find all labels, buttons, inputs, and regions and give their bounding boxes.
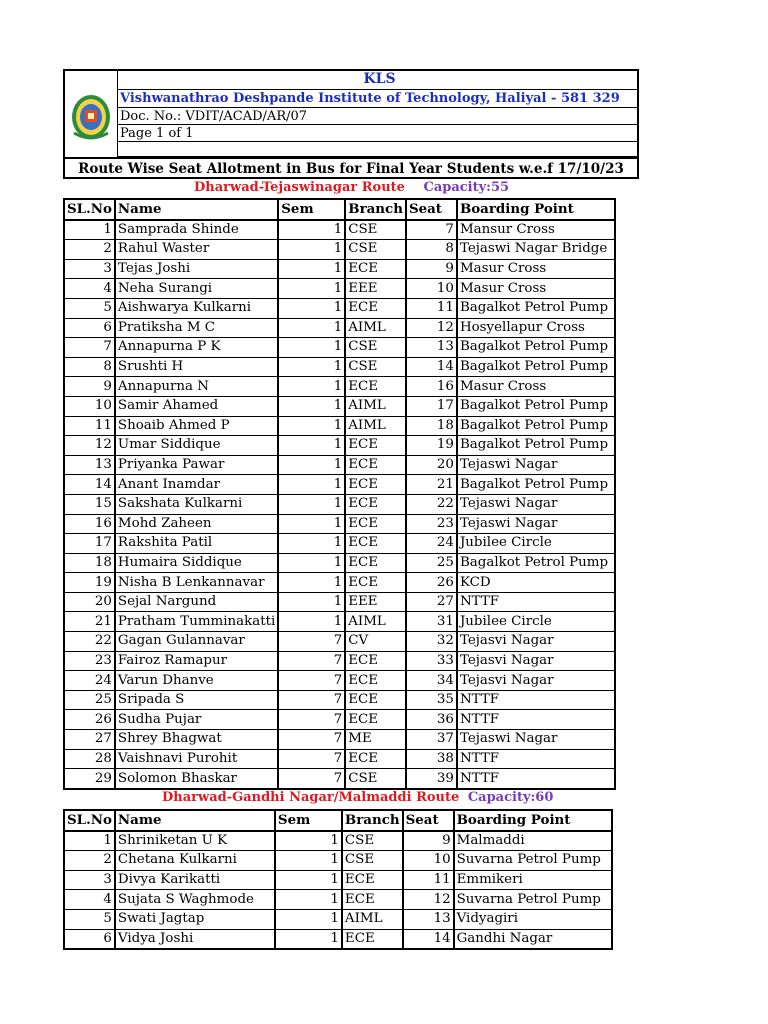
table-row	[64, 357, 615, 377]
branch-cell: AIML	[345, 612, 406, 632]
table-header-row	[64, 199, 615, 220]
table-row	[64, 870, 612, 890]
sem-cell: 7	[278, 730, 345, 750]
seat-cell: 8	[406, 240, 457, 260]
table-row	[64, 890, 612, 910]
seat-cell: 25	[406, 553, 457, 573]
branch-cell: CSE	[345, 769, 406, 789]
sl-no-cell: 8	[64, 357, 115, 377]
table-row	[64, 494, 615, 514]
col-seat: Seat	[403, 810, 454, 831]
sl-no-cell: 17	[64, 534, 115, 554]
route-name: Dharwad-Gandhi Nagar/Malmaddi Route	[162, 790, 460, 805]
branch-cell: ECE	[345, 690, 406, 710]
name-cell: Pratham Tumminakatti	[115, 612, 278, 632]
route-capacity: Capacity:60	[467, 790, 554, 805]
branch-cell: AIML	[345, 318, 406, 338]
sem-cell: 1	[275, 831, 342, 851]
sl-no-cell: 6	[64, 929, 115, 949]
branch-cell: ECE	[345, 259, 406, 279]
boarding-point-cell: NTTF	[457, 592, 615, 612]
name-cell: Vaishnavi Purohit	[115, 749, 278, 769]
sem-cell: 1	[278, 592, 345, 612]
branch-cell: ECE	[345, 553, 406, 573]
name-cell: Shrey Bhagwat	[115, 730, 278, 750]
logo-cell	[65, 71, 118, 157]
col-slno: SL.No	[64, 810, 115, 831]
boarding-point-cell: Masur Cross	[457, 377, 615, 397]
table-row	[64, 475, 615, 495]
seat-cell: 21	[406, 475, 457, 495]
col-slno: SL.No	[64, 199, 115, 220]
boarding-point-cell: Masur Cross	[457, 259, 615, 279]
branch-cell: CSE	[345, 240, 406, 260]
name-cell: Pratiksha M C	[115, 318, 278, 338]
table-row	[64, 514, 615, 534]
seat-cell: 38	[406, 749, 457, 769]
sem-cell: 7	[278, 769, 345, 789]
seat-cell: 32	[406, 632, 457, 652]
sl-no-cell: 2	[64, 851, 115, 871]
name-cell: Humaira Siddique	[115, 553, 278, 573]
sl-no-cell: 5	[64, 298, 115, 318]
sem-cell: 7	[278, 749, 345, 769]
name-cell: Fairoz Ramapur	[115, 651, 278, 671]
table-row	[64, 455, 615, 475]
name-cell: Neha Surangi	[115, 279, 278, 299]
name-cell: Chetana Kulkarni	[115, 851, 275, 871]
sl-no-cell: 29	[64, 769, 115, 789]
name-cell: Annapurna N	[115, 377, 278, 397]
col-seat: Seat	[406, 199, 457, 220]
seat-cell: 20	[406, 455, 457, 475]
sem-cell: 1	[278, 220, 345, 240]
sl-no-cell: 18	[64, 553, 115, 573]
name-cell: Mohd Zaheen	[115, 514, 278, 534]
blank-row	[118, 142, 639, 157]
boarding-point-cell: NTTF	[457, 769, 615, 789]
name-cell: Sudha Pujar	[115, 710, 278, 730]
table-row	[64, 710, 615, 730]
name-cell: Umar Siddique	[115, 436, 278, 456]
seat-cell: 10	[406, 279, 457, 299]
branch-cell: ECE	[345, 475, 406, 495]
page-number: Page 1 of 1	[118, 125, 639, 142]
table-row	[64, 690, 615, 710]
seat-cell: 35	[406, 690, 457, 710]
sl-no-cell: 20	[64, 592, 115, 612]
boarding-point-cell: Emmikeri	[454, 870, 612, 890]
boarding-point-cell: Tejaswi Nagar	[457, 455, 615, 475]
sl-no-cell: 9	[64, 377, 115, 397]
sl-no-cell: 28	[64, 749, 115, 769]
boarding-point-cell: Malmaddi	[454, 831, 612, 851]
boarding-point-cell: Bagalkot Petrol Pump	[457, 396, 615, 416]
name-cell: Gagan Gulannavar	[115, 632, 278, 652]
document-title: Route Wise Seat Allotment in Bus for Final Year Students w.e.f 17/10/23	[65, 157, 637, 179]
boarding-point-cell: Bagalkot Petrol Pump	[457, 357, 615, 377]
seat-cell: 13	[403, 909, 454, 929]
sl-no-cell: 3	[64, 870, 115, 890]
boarding-point-cell: Tejaswi Nagar Bridge	[457, 240, 615, 260]
col-name: Name	[115, 199, 278, 220]
table-row	[64, 851, 612, 871]
seat-cell: 9	[406, 259, 457, 279]
table-row	[64, 436, 615, 456]
name-cell: Sejal Nargund	[115, 592, 278, 612]
table-row	[64, 259, 615, 279]
table-row	[64, 929, 612, 949]
branch-cell: ECE	[345, 494, 406, 514]
seat-cell: 37	[406, 730, 457, 750]
table-row	[64, 769, 615, 789]
col-sem: Sem	[275, 810, 342, 831]
branch-cell: AIML	[345, 396, 406, 416]
sem-cell: 1	[275, 929, 342, 949]
route-1-heading	[194, 180, 509, 195]
branch-cell: ECE	[342, 870, 403, 890]
sem-cell: 1	[278, 338, 345, 358]
sem-cell: 1	[275, 909, 342, 929]
boarding-point-cell: Tejaswi Nagar	[457, 494, 615, 514]
seat-cell: 33	[406, 651, 457, 671]
seat-cell: 16	[406, 377, 457, 397]
branch-cell: ECE	[345, 514, 406, 534]
sem-cell: 1	[278, 494, 345, 514]
seat-cell: 11	[406, 298, 457, 318]
sl-no-cell: 3	[64, 259, 115, 279]
sl-no-cell: 13	[64, 455, 115, 475]
branch-cell: ECE	[342, 929, 403, 949]
sl-no-cell: 25	[64, 690, 115, 710]
doc-number: Doc. No.: VDIT/ACAD/AR/07	[118, 108, 639, 125]
branch-cell: CSE	[345, 338, 406, 358]
sem-cell: 7	[278, 690, 345, 710]
sem-cell: 1	[278, 357, 345, 377]
boarding-point-cell: Tejasvi Nagar	[457, 651, 615, 671]
sl-no-cell: 4	[64, 890, 115, 910]
table-row	[64, 534, 615, 554]
sl-no-cell: 5	[64, 909, 115, 929]
seat-cell: 34	[406, 671, 457, 691]
seat-cell: 24	[406, 534, 457, 554]
name-cell: Annapurna P K	[115, 338, 278, 358]
table-row	[64, 240, 615, 260]
sem-cell: 1	[278, 455, 345, 475]
col-branch: Branch	[342, 810, 403, 831]
boarding-point-cell: Tejaswi Nagar	[457, 730, 615, 750]
sem-cell: 1	[278, 475, 345, 495]
branch-cell: ECE	[345, 651, 406, 671]
table-row	[64, 416, 615, 436]
seat-cell: 9	[403, 831, 454, 851]
seat-cell: 22	[406, 494, 457, 514]
name-cell: Swati Jagtap	[115, 909, 275, 929]
name-cell: Priyanka Pawar	[115, 455, 278, 475]
branch-cell: ECE	[345, 573, 406, 593]
table-row	[64, 573, 615, 593]
boarding-point-cell: Jubilee Circle	[457, 534, 615, 554]
table-row	[64, 553, 615, 573]
boarding-point-cell: Bagalkot Petrol Pump	[457, 338, 615, 358]
sem-cell: 1	[278, 377, 345, 397]
table-row	[64, 612, 615, 632]
sem-cell: 1	[278, 416, 345, 436]
seat-cell: 12	[403, 890, 454, 910]
sem-cell: 1	[278, 396, 345, 416]
sl-no-cell: 15	[64, 494, 115, 514]
sl-no-cell: 19	[64, 573, 115, 593]
sem-cell: 1	[278, 318, 345, 338]
seat-cell: 31	[406, 612, 457, 632]
boarding-point-cell: NTTF	[457, 690, 615, 710]
name-cell: Rahul Waster	[115, 240, 278, 260]
boarding-point-cell: Jubilee Circle	[457, 612, 615, 632]
seat-cell: 10	[403, 851, 454, 871]
sem-cell: 7	[278, 651, 345, 671]
name-cell: Samprada Shinde	[115, 220, 278, 240]
sl-no-cell: 22	[64, 632, 115, 652]
table-row	[64, 318, 615, 338]
col-boarding-point: Boarding Point	[457, 199, 615, 220]
seat-cell: 23	[406, 514, 457, 534]
seat-cell: 36	[406, 710, 457, 730]
route-name: Dharwad-Tejaswinagar Route	[194, 180, 405, 195]
branch-cell: ECE	[345, 455, 406, 475]
table-row	[64, 651, 615, 671]
name-cell: Rakshita Patil	[115, 534, 278, 554]
name-cell: Shoaib Ahmed P	[115, 416, 278, 436]
sem-cell: 1	[278, 553, 345, 573]
sem-cell: 1	[278, 259, 345, 279]
table-row	[64, 338, 615, 358]
seat-cell: 17	[406, 396, 457, 416]
institute-name: Vishwanathrao Deshpande Institute of Technology, Haliyal - 581 329	[118, 90, 639, 108]
sl-no-cell: 23	[64, 651, 115, 671]
sl-no-cell: 27	[64, 730, 115, 750]
boarding-point-cell: Mansur Cross	[457, 220, 615, 240]
branch-cell: CV	[345, 632, 406, 652]
name-cell: Anant Inamdar	[115, 475, 278, 495]
boarding-point-cell: Bagalkot Petrol Pump	[457, 298, 615, 318]
boarding-point-cell: Tejaswi Nagar	[457, 514, 615, 534]
name-cell: Varun Dhanve	[115, 671, 278, 691]
branch-cell: ECE	[345, 298, 406, 318]
sem-cell: 1	[278, 514, 345, 534]
document-header	[63, 69, 639, 179]
sl-no-cell: 4	[64, 279, 115, 299]
sem-cell: 1	[278, 279, 345, 299]
branch-cell: CSE	[345, 220, 406, 240]
sl-no-cell: 11	[64, 416, 115, 436]
seat-cell: 27	[406, 592, 457, 612]
sem-cell: 1	[278, 612, 345, 632]
sem-cell: 7	[278, 632, 345, 652]
boarding-point-cell: Bagalkot Petrol Pump	[457, 475, 615, 495]
boarding-point-cell: Tejasvi Nagar	[457, 632, 615, 652]
route-1-table	[63, 198, 616, 790]
sem-cell: 1	[275, 851, 342, 871]
name-cell: Samir Ahamed	[115, 396, 278, 416]
col-boarding-point: Boarding Point	[454, 810, 612, 831]
sem-cell: 1	[278, 240, 345, 260]
table-row	[64, 909, 612, 929]
sem-cell: 1	[275, 870, 342, 890]
name-cell: Divya Karikatti	[115, 870, 275, 890]
name-cell: Tejas Joshi	[115, 259, 278, 279]
sem-cell: 7	[278, 671, 345, 691]
table-row	[64, 831, 612, 851]
branch-cell: CSE	[342, 851, 403, 871]
sl-no-cell: 10	[64, 396, 115, 416]
institute-logo-icon	[70, 93, 112, 141]
name-cell: Shriniketan U K	[115, 831, 275, 851]
seat-cell: 11	[403, 870, 454, 890]
name-cell: Sakshata Kulkarni	[115, 494, 278, 514]
seat-cell: 18	[406, 416, 457, 436]
boarding-point-cell: Bagalkot Petrol Pump	[457, 436, 615, 456]
col-sem: Sem	[278, 199, 345, 220]
name-cell: Vidya Joshi	[115, 929, 275, 949]
sem-cell: 7	[278, 710, 345, 730]
boarding-point-cell: Gandhi Nagar	[454, 929, 612, 949]
sl-no-cell: 2	[64, 240, 115, 260]
col-branch: Branch	[345, 199, 406, 220]
boarding-point-cell: KCD	[457, 573, 615, 593]
branch-cell: EEE	[345, 279, 406, 299]
name-cell: Srushti H	[115, 357, 278, 377]
table-row	[64, 632, 615, 652]
branch-cell: ME	[345, 730, 406, 750]
sem-cell: 1	[278, 573, 345, 593]
table-row	[64, 279, 615, 299]
boarding-point-cell: NTTF	[457, 749, 615, 769]
org-name: KLS	[118, 71, 639, 90]
boarding-point-cell: NTTF	[457, 710, 615, 730]
boarding-point-cell: Vidyagiri	[454, 909, 612, 929]
route-2-heading	[162, 790, 553, 805]
seat-cell: 14	[406, 357, 457, 377]
sl-no-cell: 26	[64, 710, 115, 730]
name-cell: Sujata S Waghmode	[115, 890, 275, 910]
branch-cell: ECE	[345, 710, 406, 730]
sem-cell: 1	[275, 890, 342, 910]
branch-cell: AIML	[345, 416, 406, 436]
branch-cell: CSE	[345, 357, 406, 377]
table-row	[64, 298, 615, 318]
table-row	[64, 730, 615, 750]
branch-cell: ECE	[345, 749, 406, 769]
boarding-point-cell: Masur Cross	[457, 279, 615, 299]
seat-cell: 7	[406, 220, 457, 240]
table-row	[64, 749, 615, 769]
table-header-row	[64, 810, 612, 831]
table-row	[64, 671, 615, 691]
branch-cell: ECE	[342, 890, 403, 910]
branch-cell: ECE	[345, 534, 406, 554]
branch-cell: ECE	[345, 377, 406, 397]
boarding-point-cell: Suvarna Petrol Pump	[454, 851, 612, 871]
route-capacity: Capacity:55	[423, 180, 510, 195]
seat-cell: 13	[406, 338, 457, 358]
sl-no-cell: 24	[64, 671, 115, 691]
route-2-table	[63, 809, 613, 950]
sl-no-cell: 16	[64, 514, 115, 534]
boarding-point-cell: Bagalkot Petrol Pump	[457, 553, 615, 573]
table-row	[64, 396, 615, 416]
branch-cell: EEE	[345, 592, 406, 612]
sl-no-cell: 1	[64, 220, 115, 240]
seat-cell: 12	[406, 318, 457, 338]
sem-cell: 1	[278, 534, 345, 554]
boarding-point-cell: Tejasvi Nagar	[457, 671, 615, 691]
table-row	[64, 377, 615, 397]
table-row	[64, 592, 615, 612]
sem-cell: 1	[278, 436, 345, 456]
sl-no-cell: 1	[64, 831, 115, 851]
name-cell: Sripada S	[115, 690, 278, 710]
branch-cell: ECE	[345, 671, 406, 691]
seat-cell: 26	[406, 573, 457, 593]
branch-cell: ECE	[345, 436, 406, 456]
sem-cell: 1	[278, 298, 345, 318]
boarding-point-cell: Bagalkot Petrol Pump	[457, 416, 615, 436]
col-name: Name	[115, 810, 275, 831]
sl-no-cell: 6	[64, 318, 115, 338]
seat-cell: 19	[406, 436, 457, 456]
seat-cell: 14	[403, 929, 454, 949]
branch-cell: AIML	[342, 909, 403, 929]
boarding-point-cell: Suvarna Petrol Pump	[454, 890, 612, 910]
name-cell: Aishwarya Kulkarni	[115, 298, 278, 318]
sl-no-cell: 12	[64, 436, 115, 456]
sl-no-cell: 14	[64, 475, 115, 495]
name-cell: Solomon Bhaskar	[115, 769, 278, 789]
boarding-point-cell: Hosyellapur Cross	[457, 318, 615, 338]
name-cell: Nisha B Lenkannavar	[115, 573, 278, 593]
sl-no-cell: 7	[64, 338, 115, 358]
seat-cell: 39	[406, 769, 457, 789]
sl-no-cell: 21	[64, 612, 115, 632]
branch-cell: CSE	[342, 831, 403, 851]
table-row	[64, 220, 615, 240]
